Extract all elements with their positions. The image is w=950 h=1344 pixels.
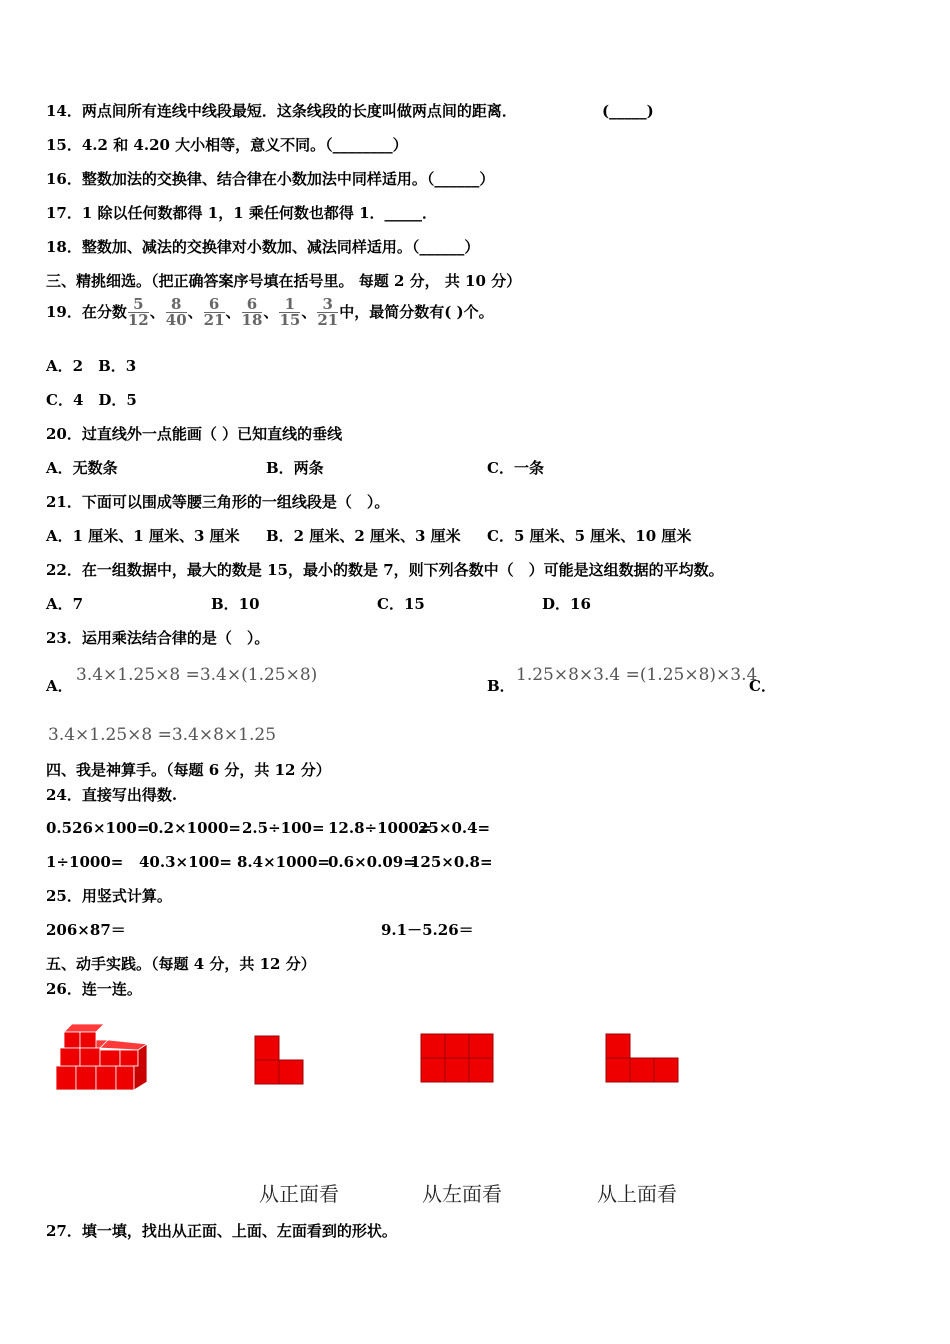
section-4-heading: 四、我是神算手。（每题 6 分，共 12 分） — [46, 761, 331, 779]
q23-option-c-expr: 3.4×1.25×8 =3.4×8×1.25 — [48, 725, 277, 745]
question-18: 18．整数加、减法的交换律对小数加、减法同样适用。（______） — [46, 238, 480, 256]
question-22: 22．在一组数据中，最大的数是 15，最小的数是 7，则下列各数中（ ）可能是这组数据的平均数。 — [46, 561, 724, 579]
cube-block — [96, 1066, 116, 1090]
fraction-2-den: 40 — [165, 310, 187, 329]
q23-option-b-label[interactable]: B． — [487, 677, 515, 695]
sep: 、 — [301, 303, 317, 321]
q22-option-c[interactable]: C．15 — [377, 595, 425, 613]
q19-options-cd[interactable]: C．4 D．5 — [46, 391, 137, 409]
q20-option-c[interactable]: C．一条 — [487, 459, 544, 477]
sep: 、 — [149, 303, 165, 321]
view-square — [654, 1058, 678, 1082]
q19-options-ab[interactable]: A．2 B．3 — [46, 357, 137, 375]
q22-option-a[interactable]: A．7 — [46, 595, 84, 613]
view-square — [421, 1058, 445, 1082]
view-square — [255, 1036, 279, 1060]
fraction-5 — [279, 294, 301, 329]
q23-option-c-label[interactable]: C． — [749, 677, 776, 695]
q19-suffix: 中，最简分数有( )个。 — [339, 303, 494, 321]
view-label-top[interactable]: 从上面看 — [597, 1182, 677, 1206]
q20-option-a[interactable]: A．无数条 — [46, 459, 118, 477]
fraction-5-num: 1 — [279, 297, 300, 313]
q21-option-a[interactable]: A．1 厘米、1 厘米、3 厘米 — [46, 527, 240, 545]
question-23: 23．运用乘法结合律的是（ ）。 — [46, 629, 270, 647]
question-27: 27．填一填，找出从正面、上面、左面看到的形状。 — [46, 1222, 397, 1240]
question-24: 24．直接写出得数. — [46, 786, 178, 804]
q22-option-b[interactable]: B．10 — [211, 595, 260, 613]
q24-r1-c3: 2.5÷100= — [242, 819, 325, 837]
view-square — [445, 1058, 469, 1082]
section-3-heading: 三、精挑细选。（把正确答案序号填在括号里。 每题 2 分， 共 10 分） — [46, 272, 522, 290]
cube-block — [80, 1048, 100, 1066]
cube-block — [64, 1032, 80, 1048]
view-label-front[interactable]: 从正面看 — [259, 1182, 339, 1206]
cube-block — [120, 1050, 138, 1066]
fraction-3-num: 6 — [204, 297, 225, 313]
cube-block — [100, 1050, 120, 1066]
fraction-3-den: 21 — [203, 310, 225, 329]
fraction-2 — [165, 294, 187, 329]
q22-option-d[interactable]: D．16 — [542, 595, 591, 613]
answer-blank-14[interactable]: (_____) — [602, 102, 654, 120]
fraction-4-num: 6 — [242, 297, 263, 313]
fraction-6 — [317, 294, 339, 329]
sep: 、 — [263, 303, 279, 321]
q25-item-1: 206×87＝ — [46, 921, 126, 939]
view-square — [469, 1058, 493, 1082]
view-label-left[interactable]: 从左面看 — [422, 1182, 502, 1206]
question-21: 21．下面可以围成等腰三角形的一组线段是（ ）。 — [46, 493, 390, 511]
q24-r2-c1: 1÷1000= — [46, 853, 124, 871]
q20-option-b[interactable]: B．两条 — [266, 459, 324, 477]
fraction-1-den: 12 — [127, 310, 149, 329]
cube-top-face — [64, 1024, 104, 1032]
q19-prefix: 19．在分数 — [46, 303, 127, 321]
q24-r1-c4: 12.8÷1000= — [328, 819, 432, 837]
q24-r2-c3: 8.4×1000= — [237, 853, 330, 871]
fraction-4-den: 18 — [241, 310, 263, 329]
view-shape-1[interactable] — [254, 1035, 306, 1087]
section-5-heading: 五、动手实践。（每题 4 分，共 12 分） — [46, 955, 316, 973]
view-square — [421, 1034, 445, 1058]
cube-block — [116, 1066, 134, 1090]
view-square — [255, 1060, 279, 1084]
question-17: 17．1 除以任何数都得 1，1 乘任何数也都得 1．_____． — [46, 204, 438, 222]
question-26: 26．连一连。 — [46, 980, 142, 998]
fraction-1 — [127, 294, 149, 329]
fraction-1-num: 5 — [128, 297, 149, 313]
fraction-2-num: 8 — [166, 297, 187, 313]
question-14: 14．两点间所有连线中线段最短．这条线段的长度叫做两点间的距离． — [46, 102, 517, 120]
view-square — [469, 1034, 493, 1058]
view-square — [630, 1058, 654, 1082]
q24-r1-c1: 0.526×100= — [46, 819, 150, 837]
question-25: 25．用竖式计算。 — [46, 887, 172, 905]
fraction-6-num: 3 — [317, 297, 338, 313]
fraction-6-den: 21 — [317, 310, 339, 329]
q25-item-2: 9.1－5.26＝ — [381, 921, 474, 939]
view-shape-2[interactable] — [420, 1033, 494, 1085]
question-15: 15．4.2 和 4.20 大小相等，意义不同。（________） — [46, 136, 408, 154]
cube-block — [76, 1066, 96, 1090]
cube-block — [56, 1066, 76, 1090]
q24-r1-c2: 0.2×1000= — [148, 819, 241, 837]
cube-block — [80, 1032, 96, 1048]
fraction-5-den: 15 — [279, 310, 301, 329]
cube-block — [60, 1048, 80, 1066]
view-shape-3[interactable] — [605, 1033, 681, 1085]
cube-solid-figure[interactable] — [52, 1020, 152, 1095]
q23-option-a-expr: 3.4×1.25×8 =3.4×(1.25×8) — [76, 665, 318, 685]
sep: 、 — [187, 303, 203, 321]
q23-option-a-label[interactable]: A． — [46, 677, 73, 695]
q21-option-c[interactable]: C．5 厘米、5 厘米、10 厘米 — [487, 527, 692, 545]
question-16: 16．整数加法的交换律、结合律在小数加法中同样适用。（______） — [46, 170, 495, 188]
question-19 — [46, 296, 494, 328]
fraction-4 — [241, 294, 263, 329]
q24-r2-c2: 40.3×100= — [139, 853, 232, 871]
fraction-3 — [203, 294, 225, 329]
question-20: 20．过直线外一点能画（ ）已知直线的垂线 — [46, 425, 343, 443]
view-square — [445, 1034, 469, 1058]
view-square — [606, 1034, 630, 1058]
sep: 、 — [225, 303, 241, 321]
q21-option-b[interactable]: B．2 厘米、2 厘米、3 厘米 — [266, 527, 461, 545]
view-square — [279, 1060, 303, 1084]
q23-option-b-expr: 1.25×8×3.4 =(1.25×8)×3.4 — [516, 665, 758, 685]
q24-r2-c4: 0.6×0.09= — [328, 853, 416, 871]
q24-r1-c5: 25×0.4= — [418, 819, 491, 837]
q24-r2-c5: 125×0.8= — [410, 853, 493, 871]
view-square — [606, 1058, 630, 1082]
